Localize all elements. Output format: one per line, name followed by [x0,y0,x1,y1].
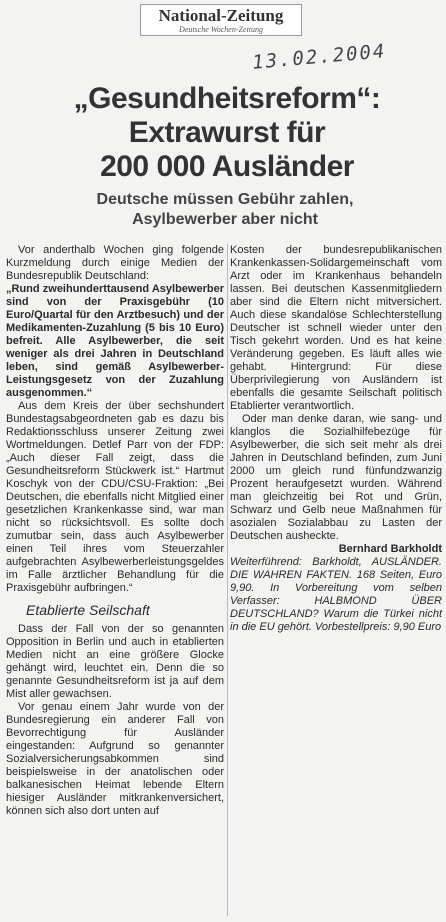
newspaper-masthead [140,4,302,36]
left-paragraph-5: Vor genau einem Jahr wurde von der Bundesregierung ein anderer Fall von Bevorrechtigung für Ausländer eingestanden: Aufgrund so genannter Sozialversicherungsabkommen sind beispielsweise in der anatolischen oder balkanesischen Heimat lebende Eltern hiesiger Ausländer mitkrankenversichert, können sich also dort unten auf [6,701,224,817]
subheadline-line-2: Asylbewerber aber nicht [132,211,318,228]
article-column-right [230,244,442,634]
headline [20,82,434,184]
subheadline [60,190,390,230]
masthead-subtitle: Deutsche Wochen-Zeitung [179,25,263,34]
left-paragraph-3: Aus dem Kreis der über sechshundert Bundestagsabgeordneten gab es dazu bis Redaktionsschluss unserer Zeitung zwei Wortmeldungen. Detlef Parr von der FDP: „Auch dieser Fall zeigt, dass die Gesundheitsreform Stückwerk ist.“ Hartmut Koschyk von der CDU/CSU-Fraktion: „Bei Deutschen, die ebenfalls nicht Mitglied einer gesetzlichen Krankenkasse sind, war man nicht so rücksichtsvoll. Es sollte doch zumutbar sein, dass auch Asylbewerber einen Teil ihres vom Steuerzahler aufgebrachten Asylbewerberleistungsgeldes im Falle ärztlicher Behandlung für die Praxisgebühr aufbringen.“ [6,400,224,594]
left-paragraph-4: Dass der Fall von der so genannten Opposition in Berlin und auch in etablierten Medien nicht an eine größere Glocke gehängt wird, leuchtet ein. Denn die so genannte Gesundheitsreform ist ja auf dem Mist aller gewachsen. [6,623,224,700]
left-paragraph-quote: „Rund zweihunderttausend Asylbewerber sind von der Praxisgebühr (10 Euro/Quartal für den Arztbesuch) und der Medikamenten-Zuzahlung (5 bis 10 Euro) befreit. Alle Asylbewerber, die seit weniger als drei Jahren in Deutschland leben, sind gemäß Asylbewerber-Leistungsgesetz von der Zuzahlung ausgenommen.“ [6,283,224,399]
section-title: Etablierte Seilschaft [26,602,150,618]
headline-line-3: 200 000 Ausländer [100,150,354,183]
handwritten-date: 13.02.2004 [251,40,388,74]
right-paragraph-1: Kosten der bundesrepublikanischen Krankenkassen-Solidargemeinschaft vom Arzt oder im Krankenhaus behandeln lassen. Bei deutschen Kassenmitgliedern aber sind die Eltern nicht mitversichert. Auch diese skandalöse Schlechterstellung Deutscher ist schnell wieder unter den Tisch gekehrt worden. Und es hat keine Veränderung gegeben. Es läuft alles wie gehabt. Hintergrund: Für diese Überprivilegierung von Ausländern ist ebenfalls die gesamte Seilschaft politisch Etablierter verantwortlich. [230,244,442,412]
masthead-name: National-Zeitung [158,6,284,25]
left-paragraph-1: Vor anderthalb Wochen ging folgende Kurzmeldung durch einige Medien der Bundesrepublik Deutschland: [6,244,224,282]
right-paragraph-2: Oder man denke daran, wie sang- und klanglos die Sozialhilfebezüge für Asylbewerber, die sich seit mehr als drei Jahren in Deutschland befinden, zum Juni 2000 um gleich rund fünfundzwanzig Prozent heraufgesetzt wurden. Während man gleichzeitig bei Rot und Grün, Schwarz und Gelb neue Maßnahmen für asozialen Sozialabbau zu Lasten der Deutschen ausheckte. [230,413,442,542]
headline-line-1: „Gesundheitsreform“: [73,82,381,115]
article-column-left [6,244,224,818]
author-name: Bernhard Barkholdt [338,543,442,555]
headline-line-2: Extrawurst für [128,116,326,149]
further-reading: Weiterführend: Barkholdt, AUSLÄNDER. DIE WAHREN FAKTEN. 168 Seiten, Euro 9,90. In Vorbereitung vom selben Verfasser: HALBMOND ÜBER DEUTSCHLAND? Warum die Türkei nicht in die EU gehört. Vorbestellpreis: 9,90 Euro [230,556,442,633]
subheadline-line-1: Deutsche müssen Gebühr zahlen, [96,191,354,208]
column-divider [227,244,228,916]
